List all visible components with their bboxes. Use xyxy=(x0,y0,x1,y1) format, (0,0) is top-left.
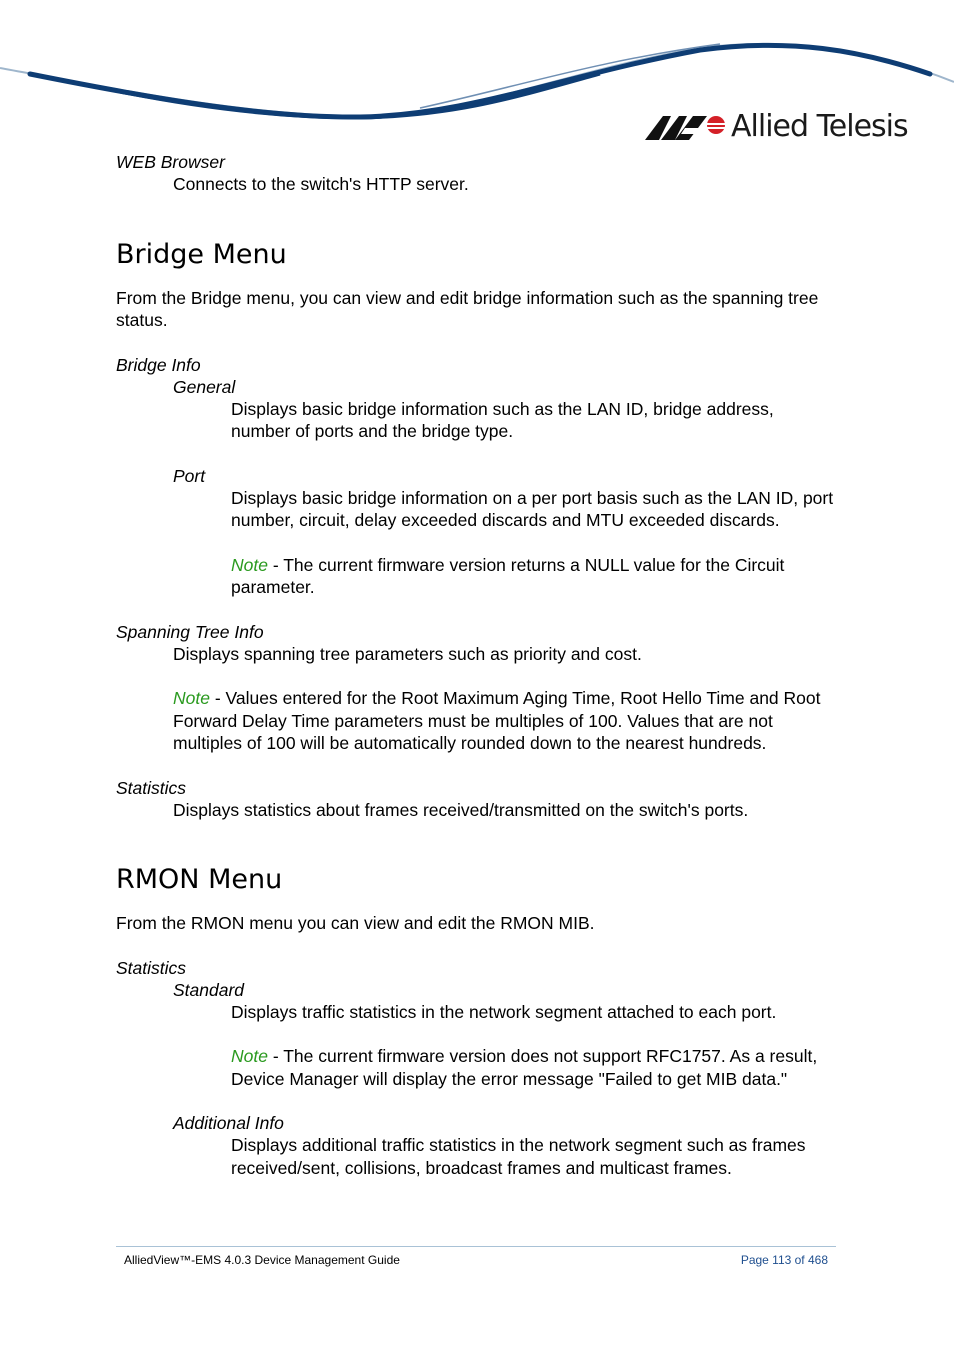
heading-bridge-menu: Bridge Menu xyxy=(116,238,287,270)
allied-telesis-logo-mark-icon xyxy=(645,112,727,142)
desc-general: Displays basic bridge information such as the LAN ID, bridge address, number of ports and the bridge type. xyxy=(231,398,774,441)
term-spanning-tree-info: Spanning Tree Info xyxy=(116,621,264,642)
term-statistics: Statistics xyxy=(116,777,187,798)
note-standard xyxy=(116,1045,836,1090)
desc-spanning-tree-info: Displays spanning tree parameters such as priority and cost. xyxy=(173,643,642,664)
note-spanning-tree xyxy=(116,687,836,755)
note-label: Note xyxy=(231,1046,268,1066)
desc-web-browser: Connects to the switch's HTTP server. xyxy=(173,174,469,194)
note-label: Note xyxy=(173,688,210,708)
bridge-intro: From the Bridge menu, you can view and edit bridge information such as the spanning tree status. xyxy=(116,287,819,330)
desc-statistics: Displays statistics about frames received/transmitted on the switch's ports. xyxy=(173,799,749,820)
rmon-intro: From the RMON menu you can view and edit the RMON MIB. xyxy=(116,913,595,933)
desc-standard: Displays traffic statistics in the network segment attached to each port. xyxy=(231,1001,777,1022)
term-general: General xyxy=(173,376,236,397)
desc-additional-info: Displays additional traffic statistics in the network segment such as frames received/sent, collisions, broadcast frames and multicast frames. xyxy=(231,1135,806,1178)
note-text: - Values entered for the Root Maximum Aging Time, Root Hello Time and Root Forward Delay Time parameters must be multiples of 100. Values that are not multiples of 100 will be automatically rounded down to the nearest hundreds. xyxy=(173,688,821,753)
desc-port: Displays basic bridge information on a per port basis such as the LAN ID, port number, circuit, delay exceeded discards and MTU exceeded discards. xyxy=(231,487,834,530)
term-web-browser: WEB Browser xyxy=(116,152,225,172)
footer-divider xyxy=(116,1246,836,1247)
term-additional-info: Additional Info xyxy=(173,1113,284,1133)
term-port: Port xyxy=(173,465,206,486)
term-rmon-statistics: Statistics xyxy=(116,957,187,978)
term-bridge-info: Bridge Info xyxy=(116,354,201,375)
page-content xyxy=(116,150,836,1179)
footer-page-number: Page 113 of 468 xyxy=(740,1253,828,1267)
allied-telesis-logo xyxy=(645,110,908,144)
heading-rmon-menu: RMON Menu xyxy=(116,864,283,895)
note-label: Note xyxy=(231,554,268,575)
term-standard: Standard xyxy=(173,979,245,1000)
allied-telesis-logo-text: Allied Telesis xyxy=(731,109,908,144)
footer-document-title: AlliedView™-EMS 4.0.3 Device Management Guide xyxy=(124,1253,400,1267)
note-port xyxy=(116,554,836,599)
note-text: - The current firmware version returns a NULL value for the Circuit parameter. xyxy=(231,554,785,597)
note-text: - The current firmware version does not support RFC1757. As a result, Device Manager will display the error message "Failed to get MIB data." xyxy=(231,1046,818,1089)
